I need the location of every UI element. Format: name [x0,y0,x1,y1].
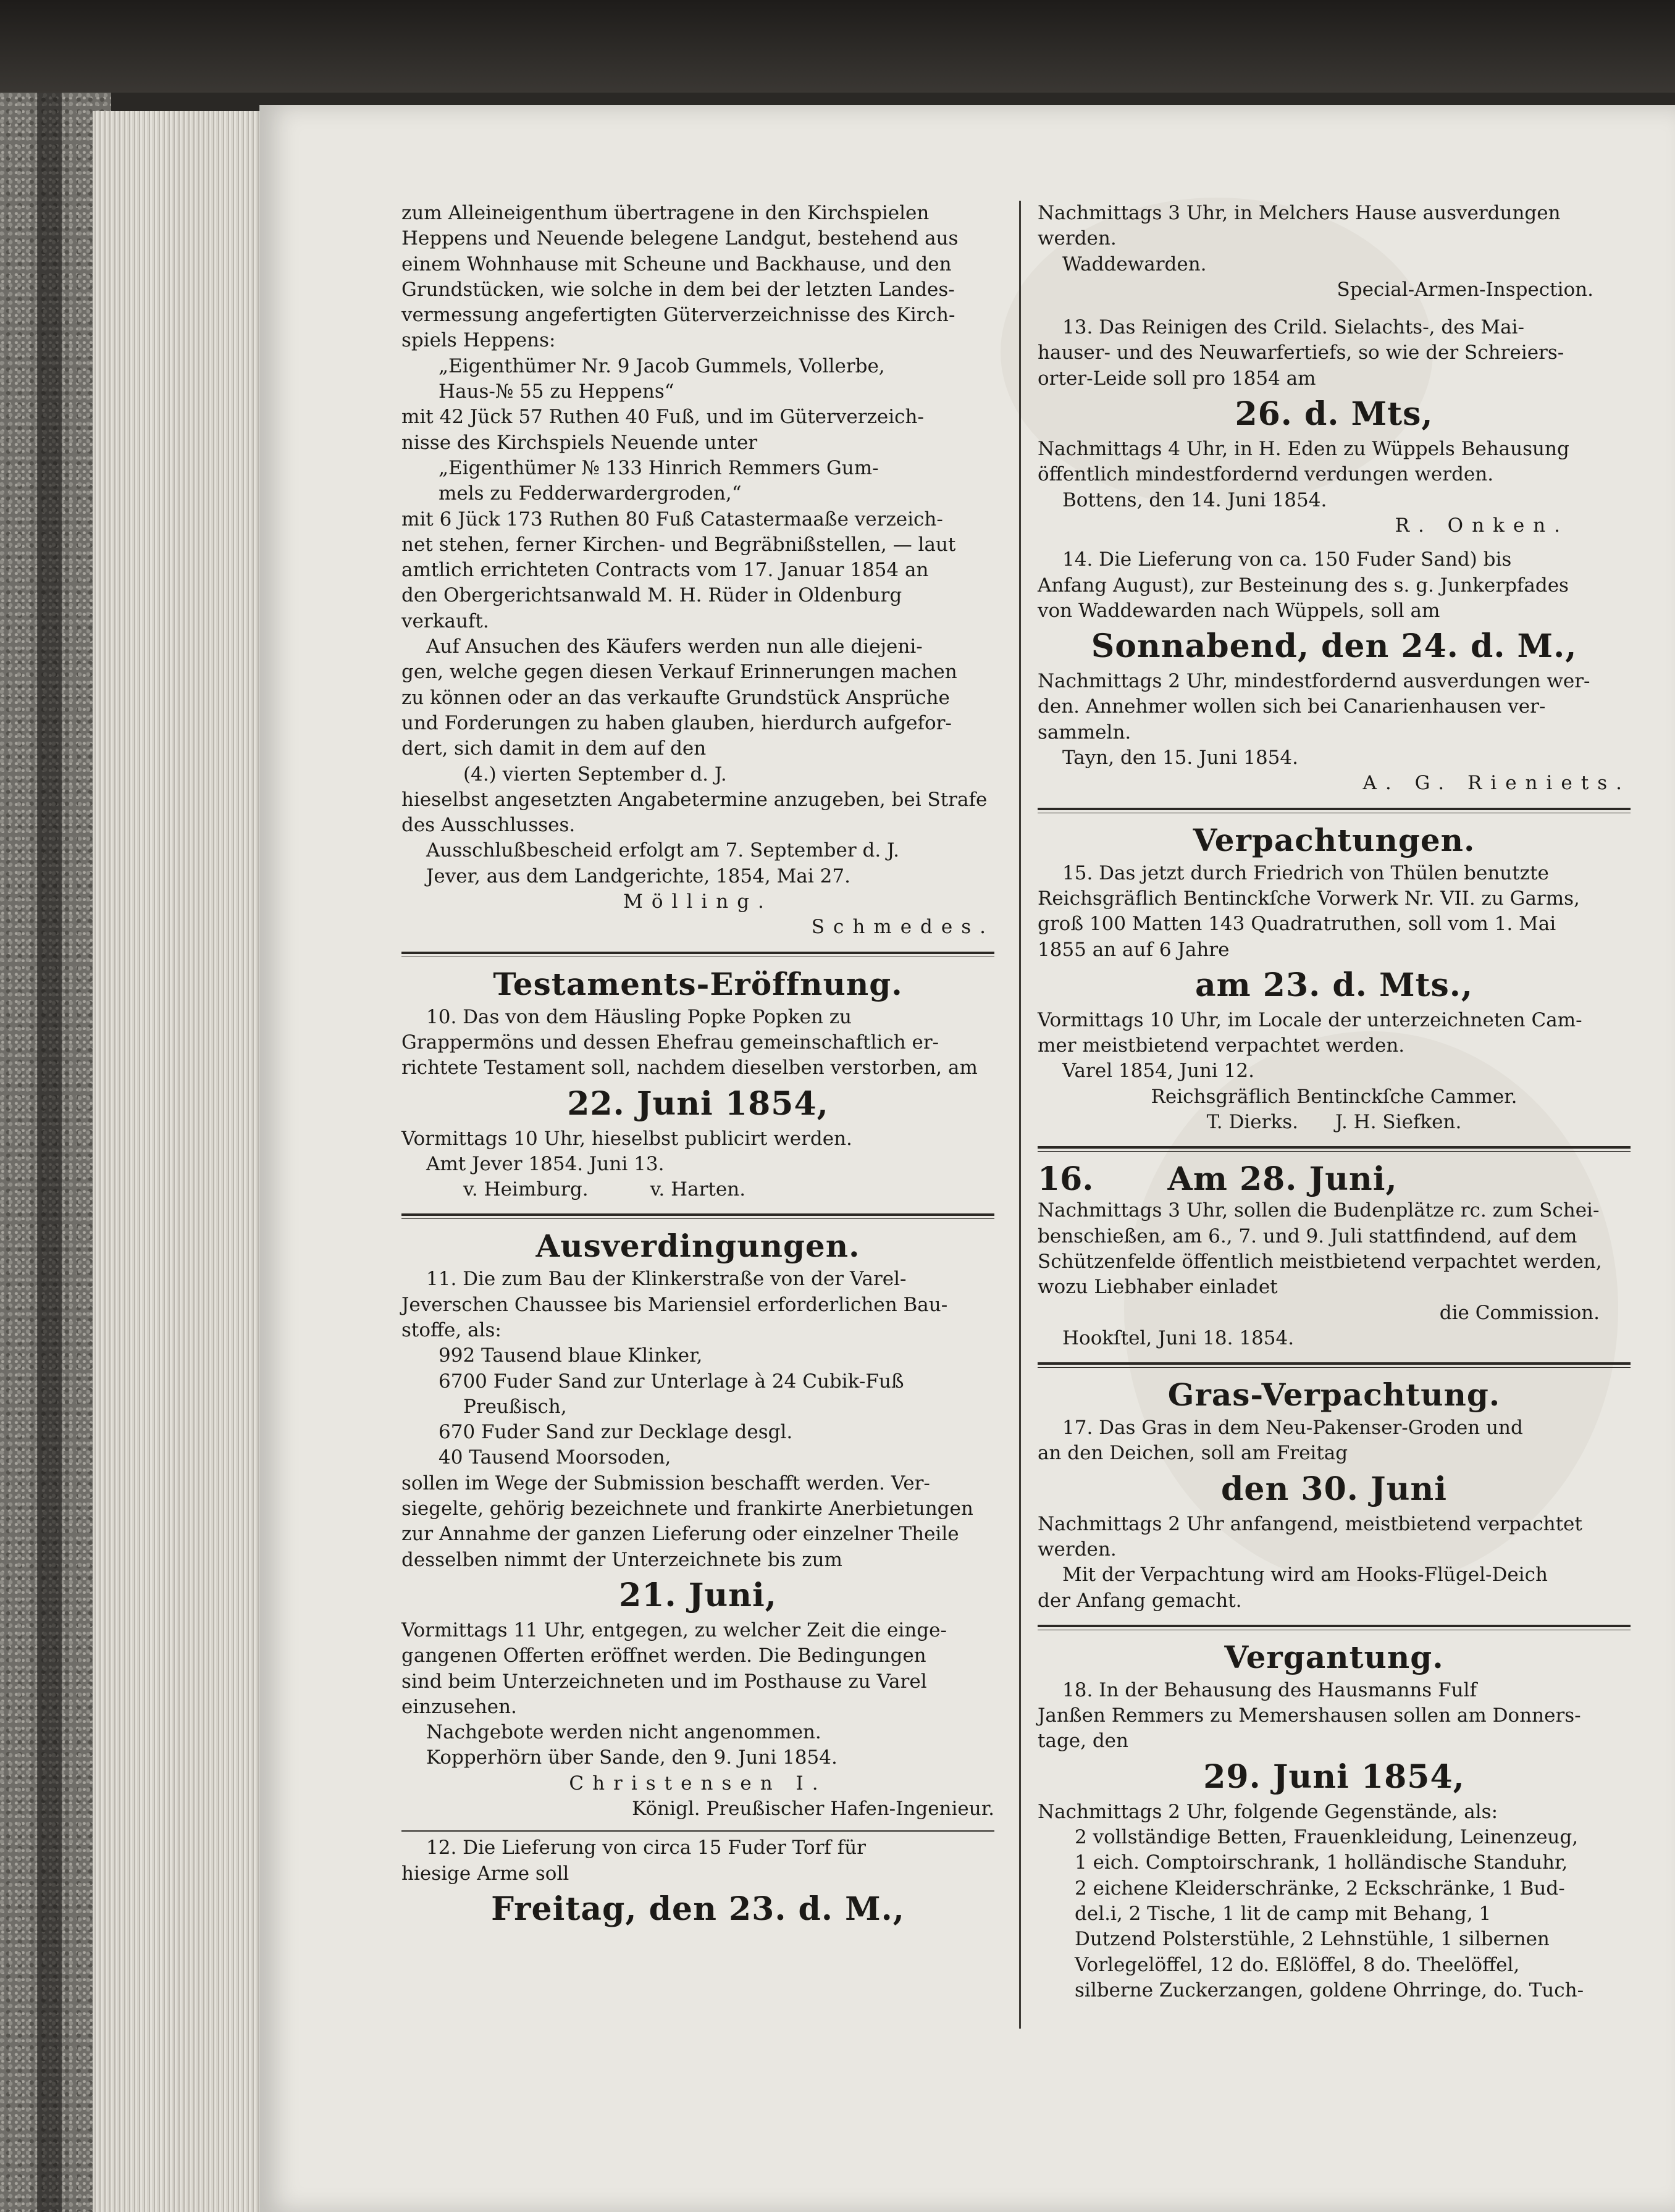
text-line: net stehen, ferner Kirchen- und Begräbnißstellen, — laut [401,533,956,556]
text-line: einem Wohnhause mit Scheune und Backhause, und den [401,253,952,275]
text-line: Janßen Remmers zu Memershausen sollen am Donners- [1038,1704,1581,1727]
text-line: 14. Die Lieferung von ca. 150 Fuder Sand) bis [1062,548,1512,571]
list-item: Dutzend Polsterstühle, 2 Lehnstühle, 1 silbernen [1075,1928,1550,1951]
place-date-line: Hookſtel, Juni 18. 1854. [1062,1326,1295,1349]
text-line: Vormittags 11 Uhr, entgegen, zu welcher Zeit die einge- [401,1619,947,1641]
text-line: zu können oder an das verkaufte Grundstück Ansprüche [401,686,950,709]
signature: T. Dierks. [1206,1111,1298,1134]
signature: Christensen I. [569,1772,827,1795]
text-line: 17. Das Gras in dem Neu-Pakenser-Groden und [1062,1417,1523,1439]
binding-shadow [37,93,62,2212]
text-line: 1855 an auf 6 Jahre [1038,938,1230,961]
text-line: Nachmittags 2 Uhr anfangend, meistbietend verpachtet [1038,1512,1582,1535]
text-line: spiels Heppens: [401,329,556,352]
text-line: werden. [1038,227,1117,250]
text-line: zum Alleineigenthum übertragene in den Kirchspielen [401,202,930,224]
place-date-line: Bottens, den 14. Juni 1854. [1062,488,1327,511]
intro-paragraph [401,201,994,941]
section-rule [1038,1625,1631,1630]
text-line: 10. Das von dem Häusling Popke Popken zu [426,1005,852,1028]
right-column [1038,201,1631,2003]
left-column [401,201,994,1932]
text-line: öffentlich mindestfordernd verdungen werden. [1038,463,1494,486]
section-rule [1038,1362,1631,1368]
list-item: Preußisch, [463,1395,567,1418]
item-number: 16. [1038,1160,1094,1199]
text-line: Reichsgräflich Bentinckſche Vorwerk Nr. VII. zu Garms, [1038,887,1580,910]
list-item: del.i, 2 Tische, 1 lit de camp mit Behang, 1 [1075,1902,1492,1925]
text-line: wozu Liebhaber einladet [1038,1276,1278,1299]
text-line: sollen im Wege der Submission beschafft werden. Ver- [401,1472,930,1494]
text-line: Nachmittags 3 Uhr, sollen die Budenplätze rc. zum Schei- [1038,1199,1600,1222]
section-rule [401,1830,994,1833]
text-line: den Obergerichtsanwald M. H. Rüder in Oldenburg [401,584,902,607]
text-line: Nachmittags 2 Uhr, mindestfordernd ausverdungen wer- [1038,670,1590,693]
place-date-line: Kopperhörn über Sande, den 9. Juni 1854. [426,1746,837,1769]
text-line: hieselbst angesetzten Angabetermine anzugeben, bei Strafe [401,788,988,811]
text-line: einzusehen. [401,1695,517,1718]
event-date: 22. Juni 1854, [567,1084,829,1123]
signature: J. H. Siefken. [1335,1111,1462,1134]
text-line: den. Annehmer wollen sich bei Canarienhausen ver- [1038,695,1546,718]
text-line: sind beim Unterzeichneten und im Posthause zu Varel [401,1670,927,1693]
text-line: verkauft. [401,610,489,632]
text-line: Vormittags 10 Uhr, im Locale der unterzeichneten Cam- [1038,1008,1582,1031]
signature: v. Heimburg. [463,1178,589,1201]
event-date: am 23. d. Mts., [1194,966,1474,1004]
text-line: der Anfang gemacht. [1038,1589,1242,1612]
text-line: desselben nimmt der Unterzeichnete bis zum [401,1548,842,1571]
text-line: werden. [1038,1538,1117,1561]
place-date-line: Varel 1854, Juni 12. [1062,1060,1254,1083]
text-line: Heppens und Neuende belegene Landgut, bestehend aus [401,227,959,250]
signature: v. Harten. [650,1178,746,1201]
text-line: zur Annahme der ganzen Lieferung oder einzelner Theile [401,1523,959,1546]
signatures [401,1177,994,1202]
text-line: Jeverschen Chaussee bis Mariensiel erforderlichen Bau- [401,1293,948,1316]
text-line: Schützenfelde öffentlich meistbietend verpachtet werden, [1038,1250,1602,1273]
list-item: 2 vollständige Betten, Frauenkleidung, Leinenzeug, [1075,1826,1579,1849]
text-line: vermessung angefertigten Güterverzeichnisse des Kirch- [401,304,955,327]
text-line: mit 42 Jück 57 Ruthen 40 Fuß, und im Güterverzeich- [401,406,924,429]
text-line: sammeln. [1038,721,1131,744]
text-line: „Eigenthümer Nr. 9 Jacob Gummels, Vollerbe, [439,354,885,377]
text-line: 12. Die Lieferung von circa 15 Fuder Torf für [426,1837,867,1859]
scan-background [0,0,1675,93]
text-line: und Forderungen zu haben glauben, hierdurch aufgefor- [401,711,952,734]
text-line: mer meistbietend verpachtet werden. [1038,1034,1405,1057]
signature: R. Onken. [1395,514,1569,537]
place-date-line: Tayn, den 15. Juni 1854. [1062,747,1298,769]
list-item: 2 eichene Kleiderschränke, 2 Eckschränke, 1 Bud- [1075,1877,1565,1900]
text-line: Mit der Verpachtung wird am Hooks-Flügel-Deich [1062,1564,1548,1586]
list-item: 1 eich. Comptoirschrank, 1 holländische Standuhr, [1075,1851,1568,1874]
text-line: Anfang August), zur Besteinung des s. g. Junkerpfades [1038,574,1569,597]
section-heading: Verpachtungen. [1193,821,1476,858]
text-line: Vormittags 10 Uhr, hieselbst publicirt werden. [401,1127,852,1150]
text-line: dert, sich damit in dem auf den [401,737,707,760]
place-date-line: Amt Jever 1854. Juni 13. [426,1152,665,1175]
term-date: (4.) vierten September d. J. [463,763,727,786]
signature: Mölling. [623,890,773,913]
signature: A. G. Rieniets. [1362,772,1631,795]
list-item: 40 Tausend Moorsoden, [439,1446,671,1469]
page-stack-edge [93,111,266,2212]
text-line: orter-Leide soll pro 1854 am [1038,367,1316,390]
text-line: groß 100 Matten 143 Quadratruthen, soll vom 1. Mai [1038,913,1556,936]
signature-title: Königl. Preußischer Hafen-Ingenieur. [632,1798,994,1820]
section-heading: Vergantung. [1224,1638,1444,1675]
section-heading: Ausverdingungen. [535,1228,860,1265]
signature-title: Reichsgräflich Bentinckſche Cammer. [1151,1085,1518,1108]
text-line: nisse des Kirchspiels Neuende unter [401,431,758,454]
text-line: Nachgebote werden nicht angenommen. [426,1721,821,1744]
text-line: an den Deichen, soll am Freitag [1038,1442,1348,1465]
list-item: 670 Fuder Sand zur Decklage desgl. [439,1421,793,1444]
signatures [1038,1110,1631,1135]
event-date: 26. d. Mts, [1235,395,1434,434]
section-rule [401,1213,994,1219]
list-item: 992 Tausend blaue Klinker, [439,1344,703,1367]
text-line: „Eigenthümer № 133 Hinrich Remmers Gum- [439,456,879,479]
text-line: Haus-№ 55 zu Heppens“ [439,380,674,403]
event-date: den 30. Juni [1221,1470,1447,1508]
section-heading: Testaments-Eröffnung. [493,965,903,1002]
text-line: 15. Das jetzt durch Friedrich von Thülen benutzte [1062,861,1549,884]
text-line: richtete Testament soll, nachdem dieselben verstorben, am [401,1057,978,1079]
text-line: gangenen Offerten eröffnet werden. Die Bedingungen [401,1644,926,1667]
signature: Special-Armen-Inspection. [1337,278,1593,301]
text-line: Nachmittags 2 Uhr, folgende Gegenstände, als: [1038,1800,1498,1823]
text-line: Nachmittags 4 Uhr, in H. Eden zu Wüppels Behausung [1038,438,1569,461]
text-line: Grappermöns und dessen Ehefrau gemeinschaftlich er- [401,1031,939,1054]
list-item: silberne Zuckerzangen, goldene Ohrringe, do. Tuch- [1075,1979,1584,2001]
text-line: benschießen, am 6., 7. und 9. Juli stattfindend, auf dem [1038,1225,1577,1247]
text-line: Auf Ansuchen des Käufers werden nun alle diejeni- [426,635,923,658]
text-line: 13. Das Reinigen des Crild. Sielachts-, des Mai- [1062,316,1524,339]
text-line: Grundstücken, wie solche in dem bei der letzten Landes- [401,278,955,301]
text-line: amtlich errichteten Contracts vom 17. Januar 1854 an [401,559,929,582]
text-line: Nachmittags 3 Uhr, in Melchers Hause ausverdungen [1038,202,1561,224]
section-rule [1038,808,1631,813]
text-line: siegelte, gehörig bezeichnete und frankirte Anerbietungen [401,1498,973,1520]
section-rule [401,952,994,957]
text-line: 11. Die zum Bau der Klinkerstraße von der Varel- [426,1268,907,1291]
event-date: Freitag, den 23. d. M., [491,1890,905,1928]
list-item: Vorlegelöffel, 12 do. Eßlöffel, 8 do. Theelöffel, [1075,1953,1520,1976]
text-line: stoffe, als: [401,1318,502,1341]
event-date: 21. Juni, [619,1576,777,1614]
text-line: mels zu Fedderwardergroden,“ [439,482,742,505]
text-line: von Waddewarden nach Wüppels, soll am [1038,599,1440,622]
text-line: hiesige Arme soll [401,1862,569,1885]
item-16-header [1038,1160,1631,1198]
event-date: 29. Juni 1854, [1203,1757,1465,1796]
text-line: gen, welche gegen diesen Verkauf Erinnerungen machen [401,661,957,684]
text-line: mit 6 Jück 173 Ruthen 80 Fuß Catastermaaße verzeich- [401,508,943,530]
event-date: Sonnabend, den 24. d. M., [1091,627,1577,666]
text-line: des Ausschlusses. [401,814,576,837]
place-line: Waddewarden. [1062,253,1207,275]
event-date: Am 28. Juni, [1167,1160,1398,1199]
section-heading: Gras-Verpachtung. [1167,1376,1501,1414]
text-line: Ausschlußbescheid erfolgt am 7. September d. J. [426,839,899,862]
text-line: hauser- und des Neuwarfertiefs, so wie der Schreiers- [1038,341,1564,364]
signature: Schmedes. [811,916,994,939]
place-date-line: Jever, aus dem Landgerichte, 1854, Mai 27. [426,865,850,887]
column-divider [1019,201,1021,2029]
text-line: tage, den [1038,1730,1128,1753]
list-item: 6700 Fuder Sand zur Unterlage à 24 Cubik-Fuß [439,1370,904,1393]
signature: die Commission. [1439,1301,1600,1324]
section-rule [1038,1146,1631,1152]
text-line: 18. In der Behausung des Hausmanns Fulf [1062,1678,1477,1701]
